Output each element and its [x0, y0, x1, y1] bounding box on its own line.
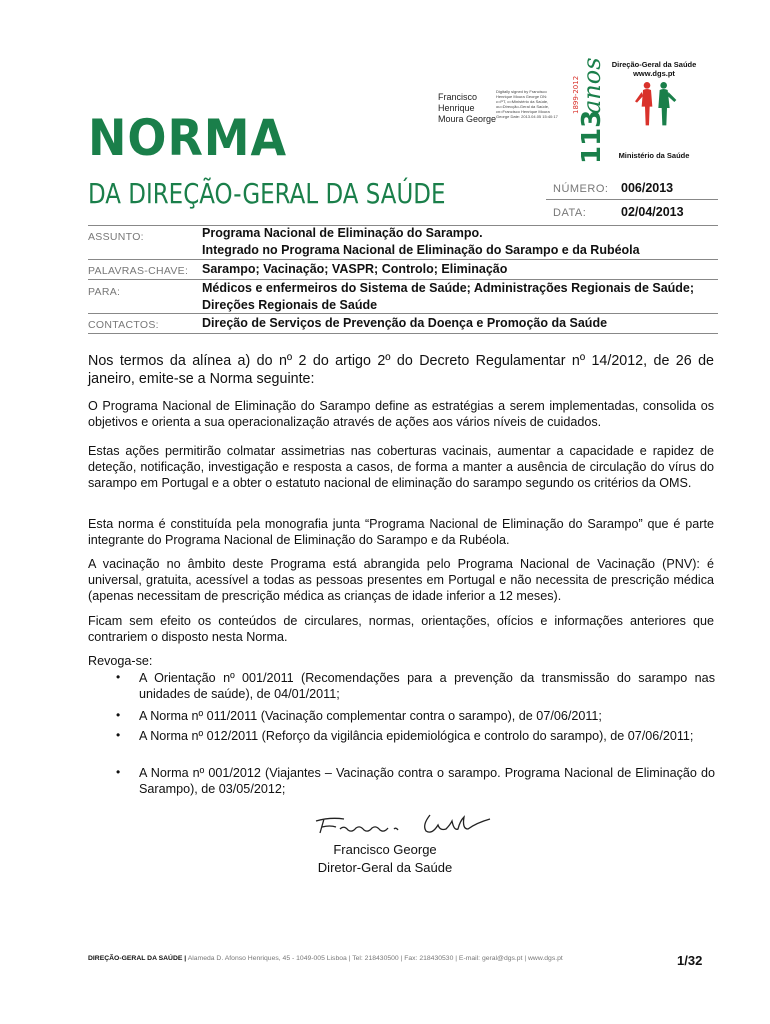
- palavras-chave-label: PALAVRAS-CHAVE:: [88, 265, 189, 277]
- paragraph-3: Esta norma é constituída pela monografia junta “Programa Nacional de Eliminação do Sarampo” que é parte integrante do Programa Nacional de Eliminação do Sarampo e da Rubéola.: [88, 517, 714, 547]
- intro-paragraph: Nos termos da alínea a) do nº 2 do artigo 2º do Decreto Regulamentar nº 14/2012, de 26 de janeiro, emite-se a Norma seguinte:: [88, 353, 714, 387]
- dgs-logo-icon: [612, 80, 702, 150]
- divider: [88, 333, 718, 334]
- numero-label: NÚMERO:: [553, 183, 609, 195]
- paragraph-1: O Programa Nacional de Eliminação do Sarampo define as estratégias a serem implementadas, consolida os objetivos e orienta a sua operacionalização através de ações aos vários níveis de cuidados.: [88, 399, 714, 429]
- revoga-heading: Revoga-se:: [88, 654, 153, 668]
- divider: [88, 313, 718, 314]
- anniversary-word: anos: [578, 57, 606, 114]
- contactos-label: CONTACTOS:: [88, 319, 159, 331]
- document-type-title: NORMA: [88, 109, 288, 167]
- bullet-icon: •: [116, 728, 121, 742]
- handwritten-signature: [310, 803, 500, 839]
- footer-address: DIREÇÃO-GERAL DA SAÚDE | Alameda D. Afonso Henriques, 45 - 1049-005 Lisboa | Tel: 218430500 | Fax: 218430530 | E-mail: geral@dgs.pt | www.dgs.pt: [88, 955, 563, 962]
- anniversary-range: 1899-2012: [572, 75, 580, 114]
- signatory-role: Diretor-Geral da Saúde: [317, 860, 453, 875]
- anniversary-number: 113: [577, 109, 607, 164]
- numero-value: 006/2013: [621, 181, 674, 195]
- divider: [88, 259, 718, 260]
- paragraph-5: Ficam sem efeito os conteúdos de circulares, normas, orientações, ofícios e informações anteriores que contrariem o disposto nesta Norma.: [88, 614, 714, 644]
- paragraph-2: Estas ações permitirão colmatar assimetrias nas coberturas vacinais, aumentar a capacidade e rapidez de deteção, notificação, investigação e resposta a casos, de forma a manter a ausência de circulação do vírus do sarampo em Portugal e a obter o estatuto nacional de eliminação do sarampo segundo os critérios da OMS.: [88, 444, 714, 490]
- data-value: 02/04/2013: [621, 205, 684, 219]
- digital-signer-name: Francisco Henrique Moura George: [438, 92, 497, 124]
- page-number: 1/32: [677, 953, 703, 968]
- para-label: PARA:: [88, 286, 121, 298]
- bullet-icon: •: [116, 708, 121, 722]
- data-label: DATA:: [553, 207, 587, 219]
- paragraph-4: A vacinação no âmbito deste Programa está abrangida pelo Programa Nacional de Vacinação (PNV): é universal, gratuita, acessível a todas as pessoas presentes em Portugal e não necessita de prescrição médica (apenas necessitam de prescrição médica as crianças de idade inferior a 12 meses).: [88, 557, 714, 603]
- logo-title: Direção-Geral da Saúde: [611, 60, 697, 69]
- logo-url: www.dgs.pt: [633, 69, 675, 78]
- list-item: A Norma nº 011/2011 (Vacinação complementar contra o sarampo), de 07/06/2011;: [139, 709, 602, 723]
- list-item: A Norma nº 001/2012 (Viajantes – Vacinação contra o sarampo. Programa Nacional de Eliminação do Sarampo), de 03/05/2012;: [139, 766, 715, 796]
- bullet-icon: •: [116, 670, 121, 684]
- signatory-name: Francisco George: [333, 842, 437, 857]
- list-item: A Orientação nº 001/2011 (Recomendações para a prevenção da transmissão do sarampo nas unidades de saúde), de 04/01/2011;: [139, 671, 715, 701]
- contactos-value: Direção de Serviços de Prevenção da Doença e Promoção da Saúde: [202, 316, 608, 330]
- digital-signature-details: Digitally signed by Francisco Henrique Moura George DN: c=PT, o=Ministério da Saúde, ou=Direcção-Geral da Saúde, cn=Francisco Henrique Moura George Date: 2013.04.05 15:40:17: [496, 89, 558, 119]
- divider: [546, 199, 718, 200]
- assunto-label: ASSUNTO:: [88, 231, 144, 243]
- issuer-subtitle: DA DIREÇÃO-GERAL DA SAÚDE: [88, 177, 446, 210]
- bullet-icon: •: [116, 765, 121, 779]
- list-item: A Norma nº 012/2011 (Reforço da vigilância epidemiológica e controlo do sarampo), de 07/06/2011;: [139, 729, 694, 743]
- assunto-value: Programa Nacional de Eliminação do Sarampo. Integrado no Programa Nacional de Eliminação do Sarampo e da Rubéola: [202, 226, 640, 257]
- logo-ministry: Ministério da Saúde: [618, 151, 690, 160]
- para-value: Médicos e enfermeiros do Sistema de Saúde; Administrações Regionais de Saúde; Direções Regionais de Saúde: [202, 281, 695, 312]
- palavras-chave-value: Sarampo; Vacinação; VASPR; Controlo; Eliminação: [202, 262, 508, 276]
